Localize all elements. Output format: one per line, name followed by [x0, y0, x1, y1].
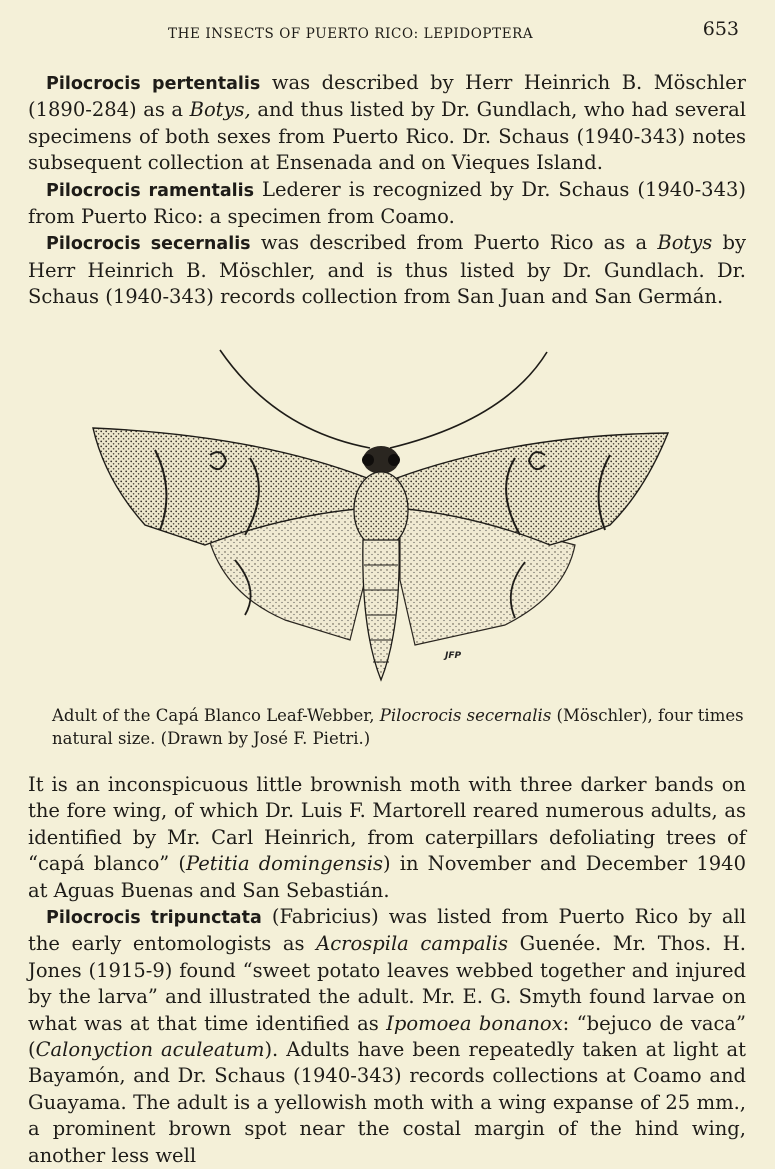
moth-illustration — [85, 340, 685, 690]
top-text-block — [28, 70, 746, 311]
page-number: 653 — [702, 18, 739, 40]
artist-initials: JFP — [445, 651, 462, 661]
moth-abdomen — [363, 540, 399, 680]
left-antenna — [220, 350, 370, 448]
genus-italic: Botys — [657, 231, 713, 255]
paragraph-description: It is an inconspicuous little brownish moth with three darker bands on the fore wing, of which Dr. Luis F. Martorell reared numerous adults, as identified by Mr. Carl Heinrich, from caterpillars defoliating trees of “capá blanco” (Petitia domingensis) in November and December 1940 at Aguas Buenas and San Sebastián. — [28, 773, 746, 902]
right-antenna — [390, 352, 547, 448]
species-name: Pilocrocis secernalis — [46, 234, 251, 255]
moth-thorax — [354, 472, 408, 548]
species-name: Pilocrocis tripunctata — [46, 908, 262, 929]
species-name: Pilocrocis pertentalis — [46, 74, 261, 94]
page-header — [0, 16, 775, 46]
paragraph-pertentalis: Pilocrocis pertentalis was described by Herr Heinrich B. Möschler (1890-284) as a Botys, and thus listed by Dr. Gundlach, who had several specimens of both sexes from Puerto Rico. Dr. Schaus (1940-343) notes subsequent collection at Ensenada and on Vieques Island. — [28, 71, 746, 175]
right-eye — [388, 454, 400, 466]
paragraph-secernalis: Pilocrocis secernalis was described from Puerto Rico as a Botys by Herr Heinrich B. Möschler, and is thus listed by Dr. Gundlach. Dr. Schaus (1940-343) records collection from San Juan and San Germán. — [28, 231, 747, 309]
moth-drawing — [85, 340, 685, 690]
synonym-italic: Acrospila campalis — [316, 932, 509, 956]
paragraph-ramentalis: Pilocrocis ramentalis Lederer is recognized by Dr. Schaus (1940-343) from Puerto Rico: a specimen from Coamo. — [28, 177, 747, 229]
caption-species-italic: Pilocrocis secernalis — [379, 706, 552, 725]
figure-caption: Adult of the Capá Blanco Leaf-Webber, Pilocrocis secernalis (Möschler), four times natural size. (Drawn by José F. Pietri.) — [52, 706, 744, 748]
running-head: THE INSECTS OF PUERTO RICO: LEPIDOPTERA — [168, 26, 534, 42]
plant-italic: Ipomoea bonanox — [386, 1011, 563, 1035]
species-name: Pilocrocis ramentalis — [46, 180, 255, 201]
plant-italic: Calonyction aculeatum — [35, 1038, 265, 1062]
bottom-text-block — [28, 772, 746, 1169]
genus-italic: Botys, — [189, 98, 251, 122]
paragraph-tripunctata: Pilocrocis tripunctata (Fabricius) was listed from Puerto Rico by all the early entomologists as Acrospila campalis Guenée. Mr. Thos. H. Jones (1915-9) found “sweet potato leaves webbed together and injured by the larva” and illustrated the adult. Mr. E. G. Smyth found larvae on what was at that time identified as Ipomoea bonanox: “bejuco de vaca” (Calonyction aculeatum). Adults have been repeatedly taken at light at Bayamón, and Dr. Schaus (1940-343) records collections at Coamo and Guayama. The adult is a yellowish moth with a wing expanse of 25 mm., a prominent brown spot near the costal margin of the hind wing, another less well — [28, 905, 747, 1167]
host-plant-italic: Petitia domingensis — [186, 852, 384, 876]
left-eye — [362, 454, 374, 466]
